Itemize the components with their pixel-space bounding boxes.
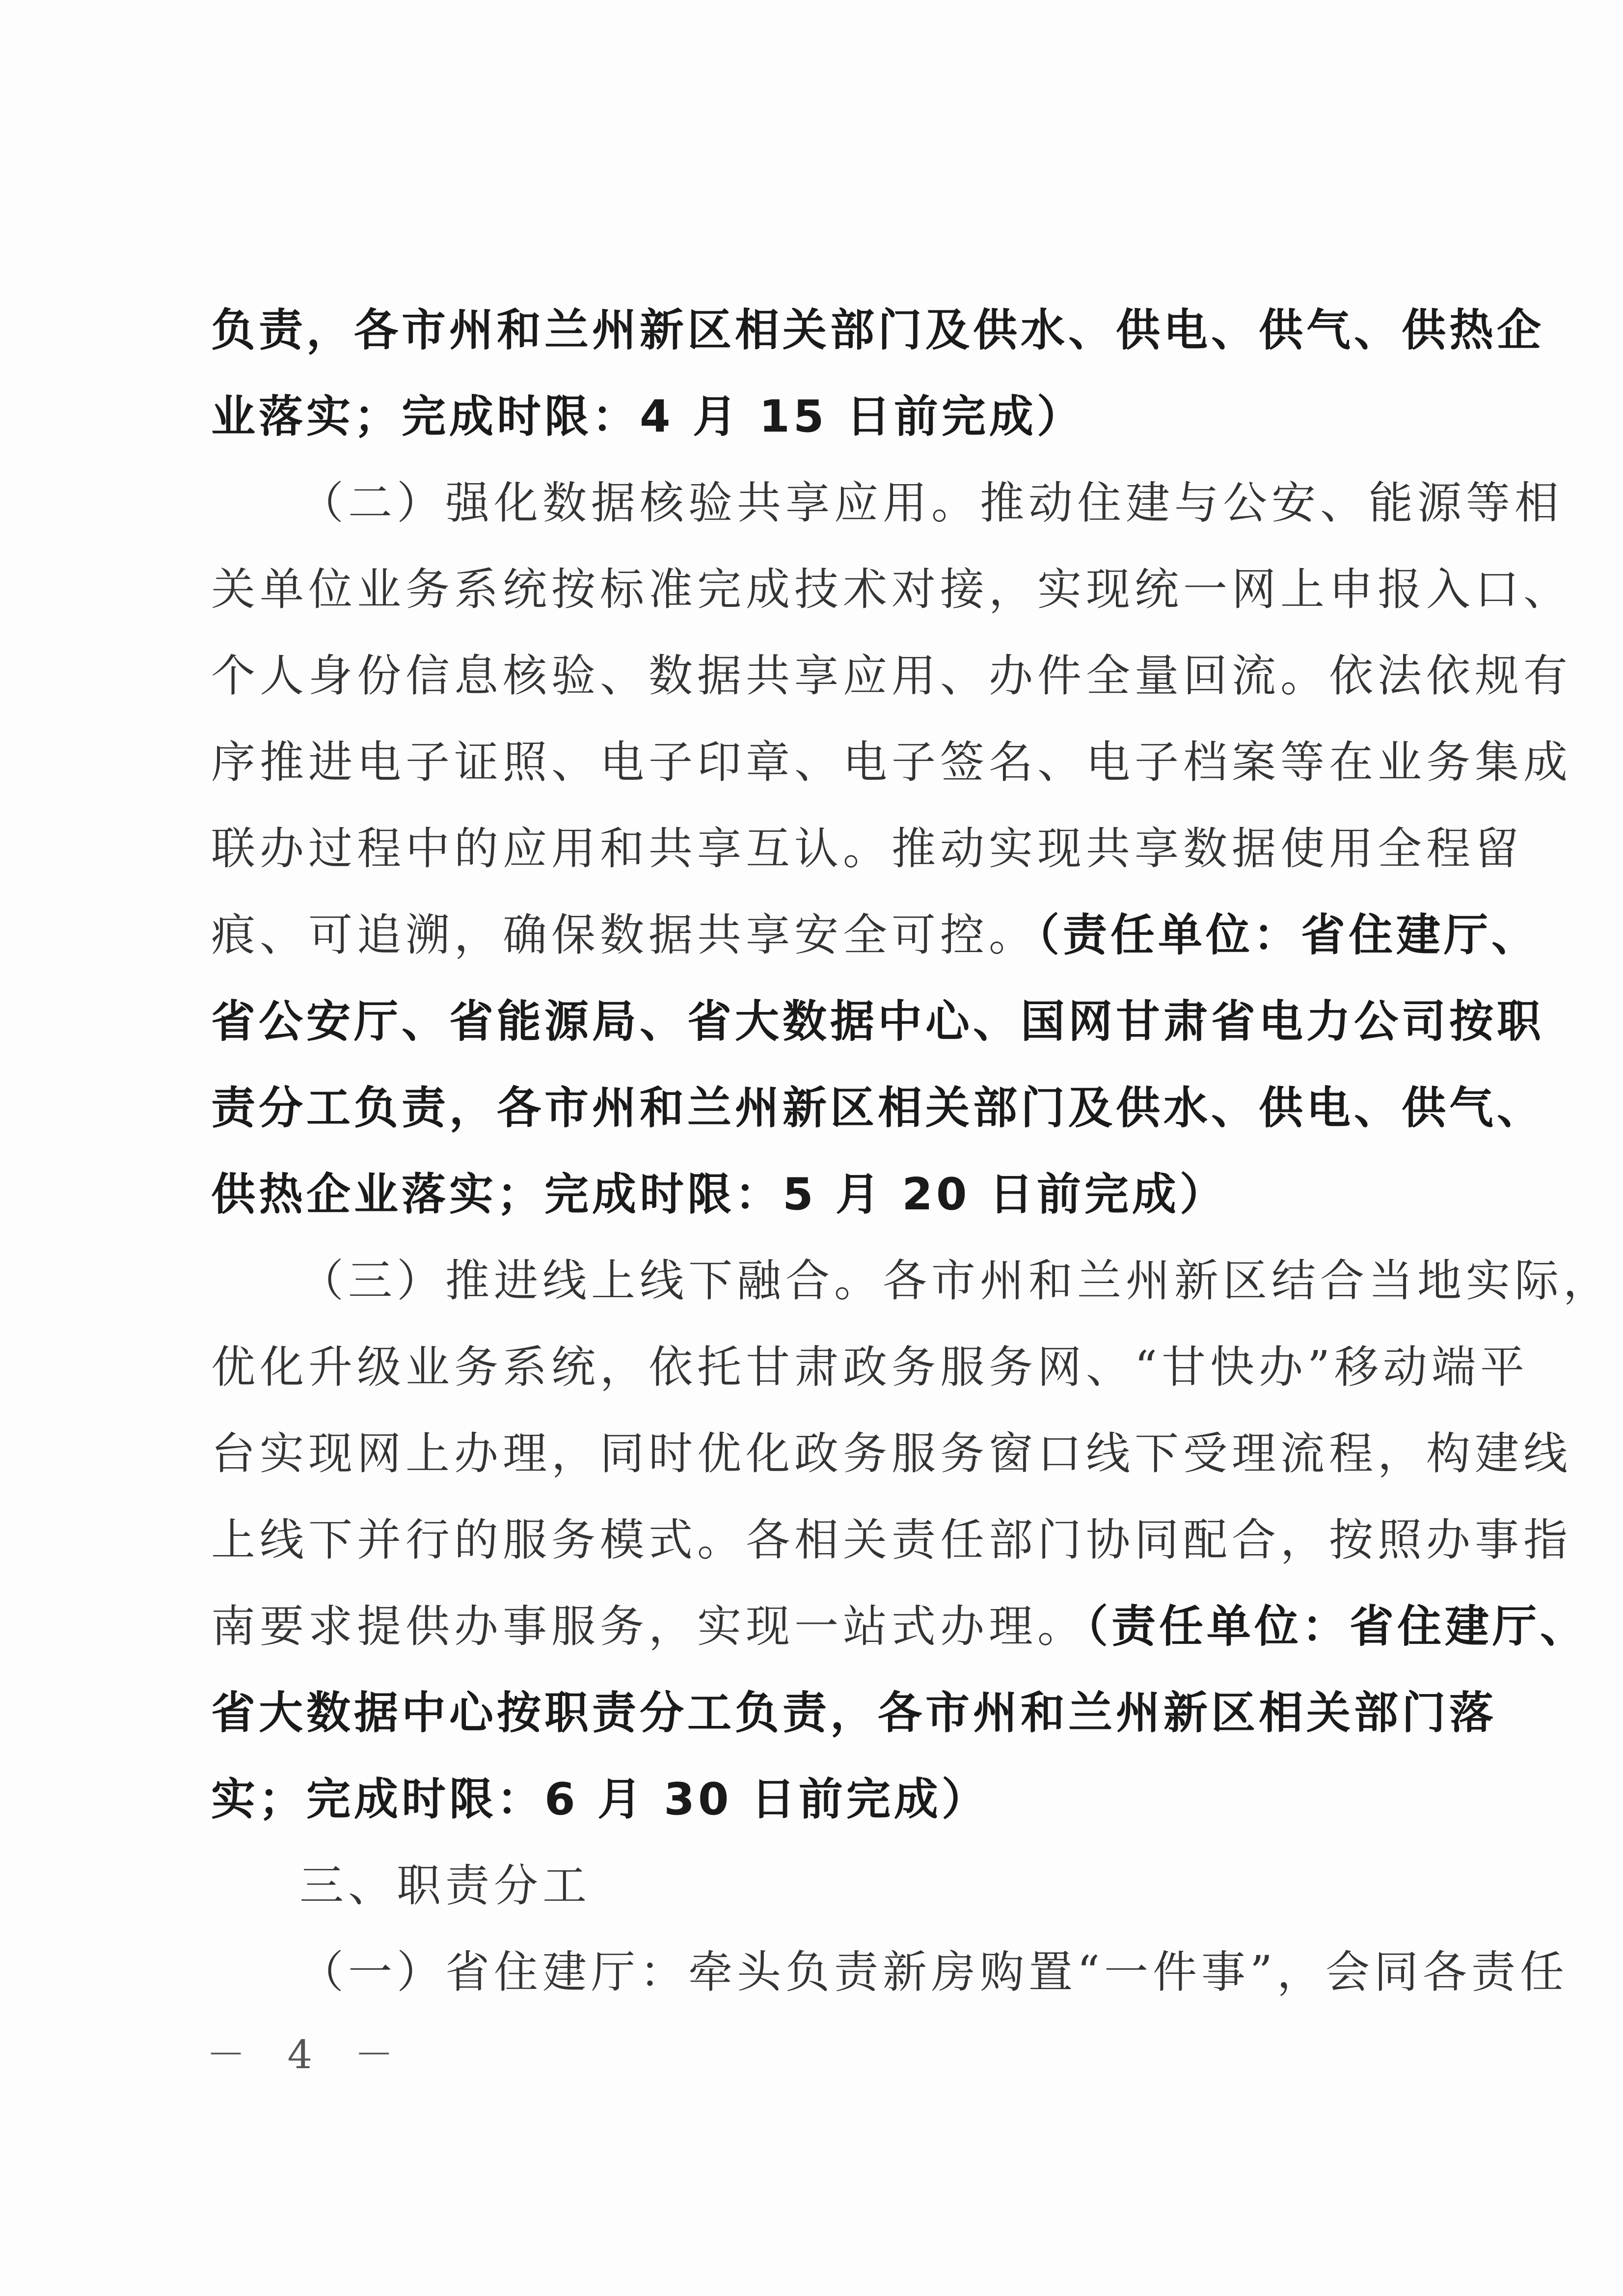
paragraph-start-line: （三）推进线上线下融合。各市州和兰州新区结合当地实际， [299,1255,1612,1307]
responsibility-note: （责任单位：省住建厅、 [1086,1601,1588,1652]
body-text [211,287,1612,2016]
text-line-mixed [211,1584,1588,1670]
text-line: 优化升级业务系统，依托甘肃政务服务网、“甘快办”移动端平 [211,1341,1529,1393]
text-line: 供热企业落实；完成时限：5 月 20 日前完成） [211,1169,1227,1220]
text-line: 关单位业务系统按标准完成技术对接，实现统一网上申报入口、 [211,564,1572,615]
page-number: － 4 － [206,2032,408,2077]
text-line: 责分工负责，各市州和兰州新区相关部门及供水、供电、供气、 [211,1082,1544,1134]
text-line: 联办过程中的应用和共享互认。推动实现共享数据使用全程留 [211,823,1523,875]
text-line-mixed [211,892,1539,979]
responsibility-note: （责任单位：省住建厅、 [1037,909,1539,961]
text-line: 业落实；完成时限：4 月 15 日前完成） [211,391,1084,442]
text-line: 省大数据中心按职责分工负责，各市州和兰州新区相关部门落 [211,1687,1497,1739]
text-segment: 南要求提供办事服务，实现一站式办理。 [211,1601,1086,1652]
text-line: 个人身份信息核验、数据共享应用、办件全量回流。依法依规有 [211,650,1572,702]
paragraph-start-line: （二）强化数据核验共享应用。推动住建与公安、能源等相 [299,477,1563,529]
text-line: 实；完成时限：6 月 30 日前完成） [211,1774,989,1825]
text-line: 上线下并行的服务模式。各相关责任部门协同配合，按照办事指 [211,1514,1572,1566]
paragraph-start-line: （一）省住建厅：牵头负责新房购置“一件事”，会同各责任 [299,1946,1569,1998]
text-line: 省公安厅、省能源局、省大数据中心、国网甘肃省电力公司按职 [211,996,1544,1047]
text-line: 负责，各市州和兰州新区相关部门及供水、供电、供气、供热企 [211,304,1544,356]
text-line: 台实现网上办理，同时优化政务服务窗口线下受理流程，构建线 [211,1428,1572,1479]
section-heading: 三、职责分工 [299,1860,591,1912]
text-line: 序推进电子证照、电子印章、电子签名、电子档案等在业务集成 [211,737,1572,788]
text-segment: 痕、可追溯，确保数据共享安全可控。 [211,909,1037,961]
